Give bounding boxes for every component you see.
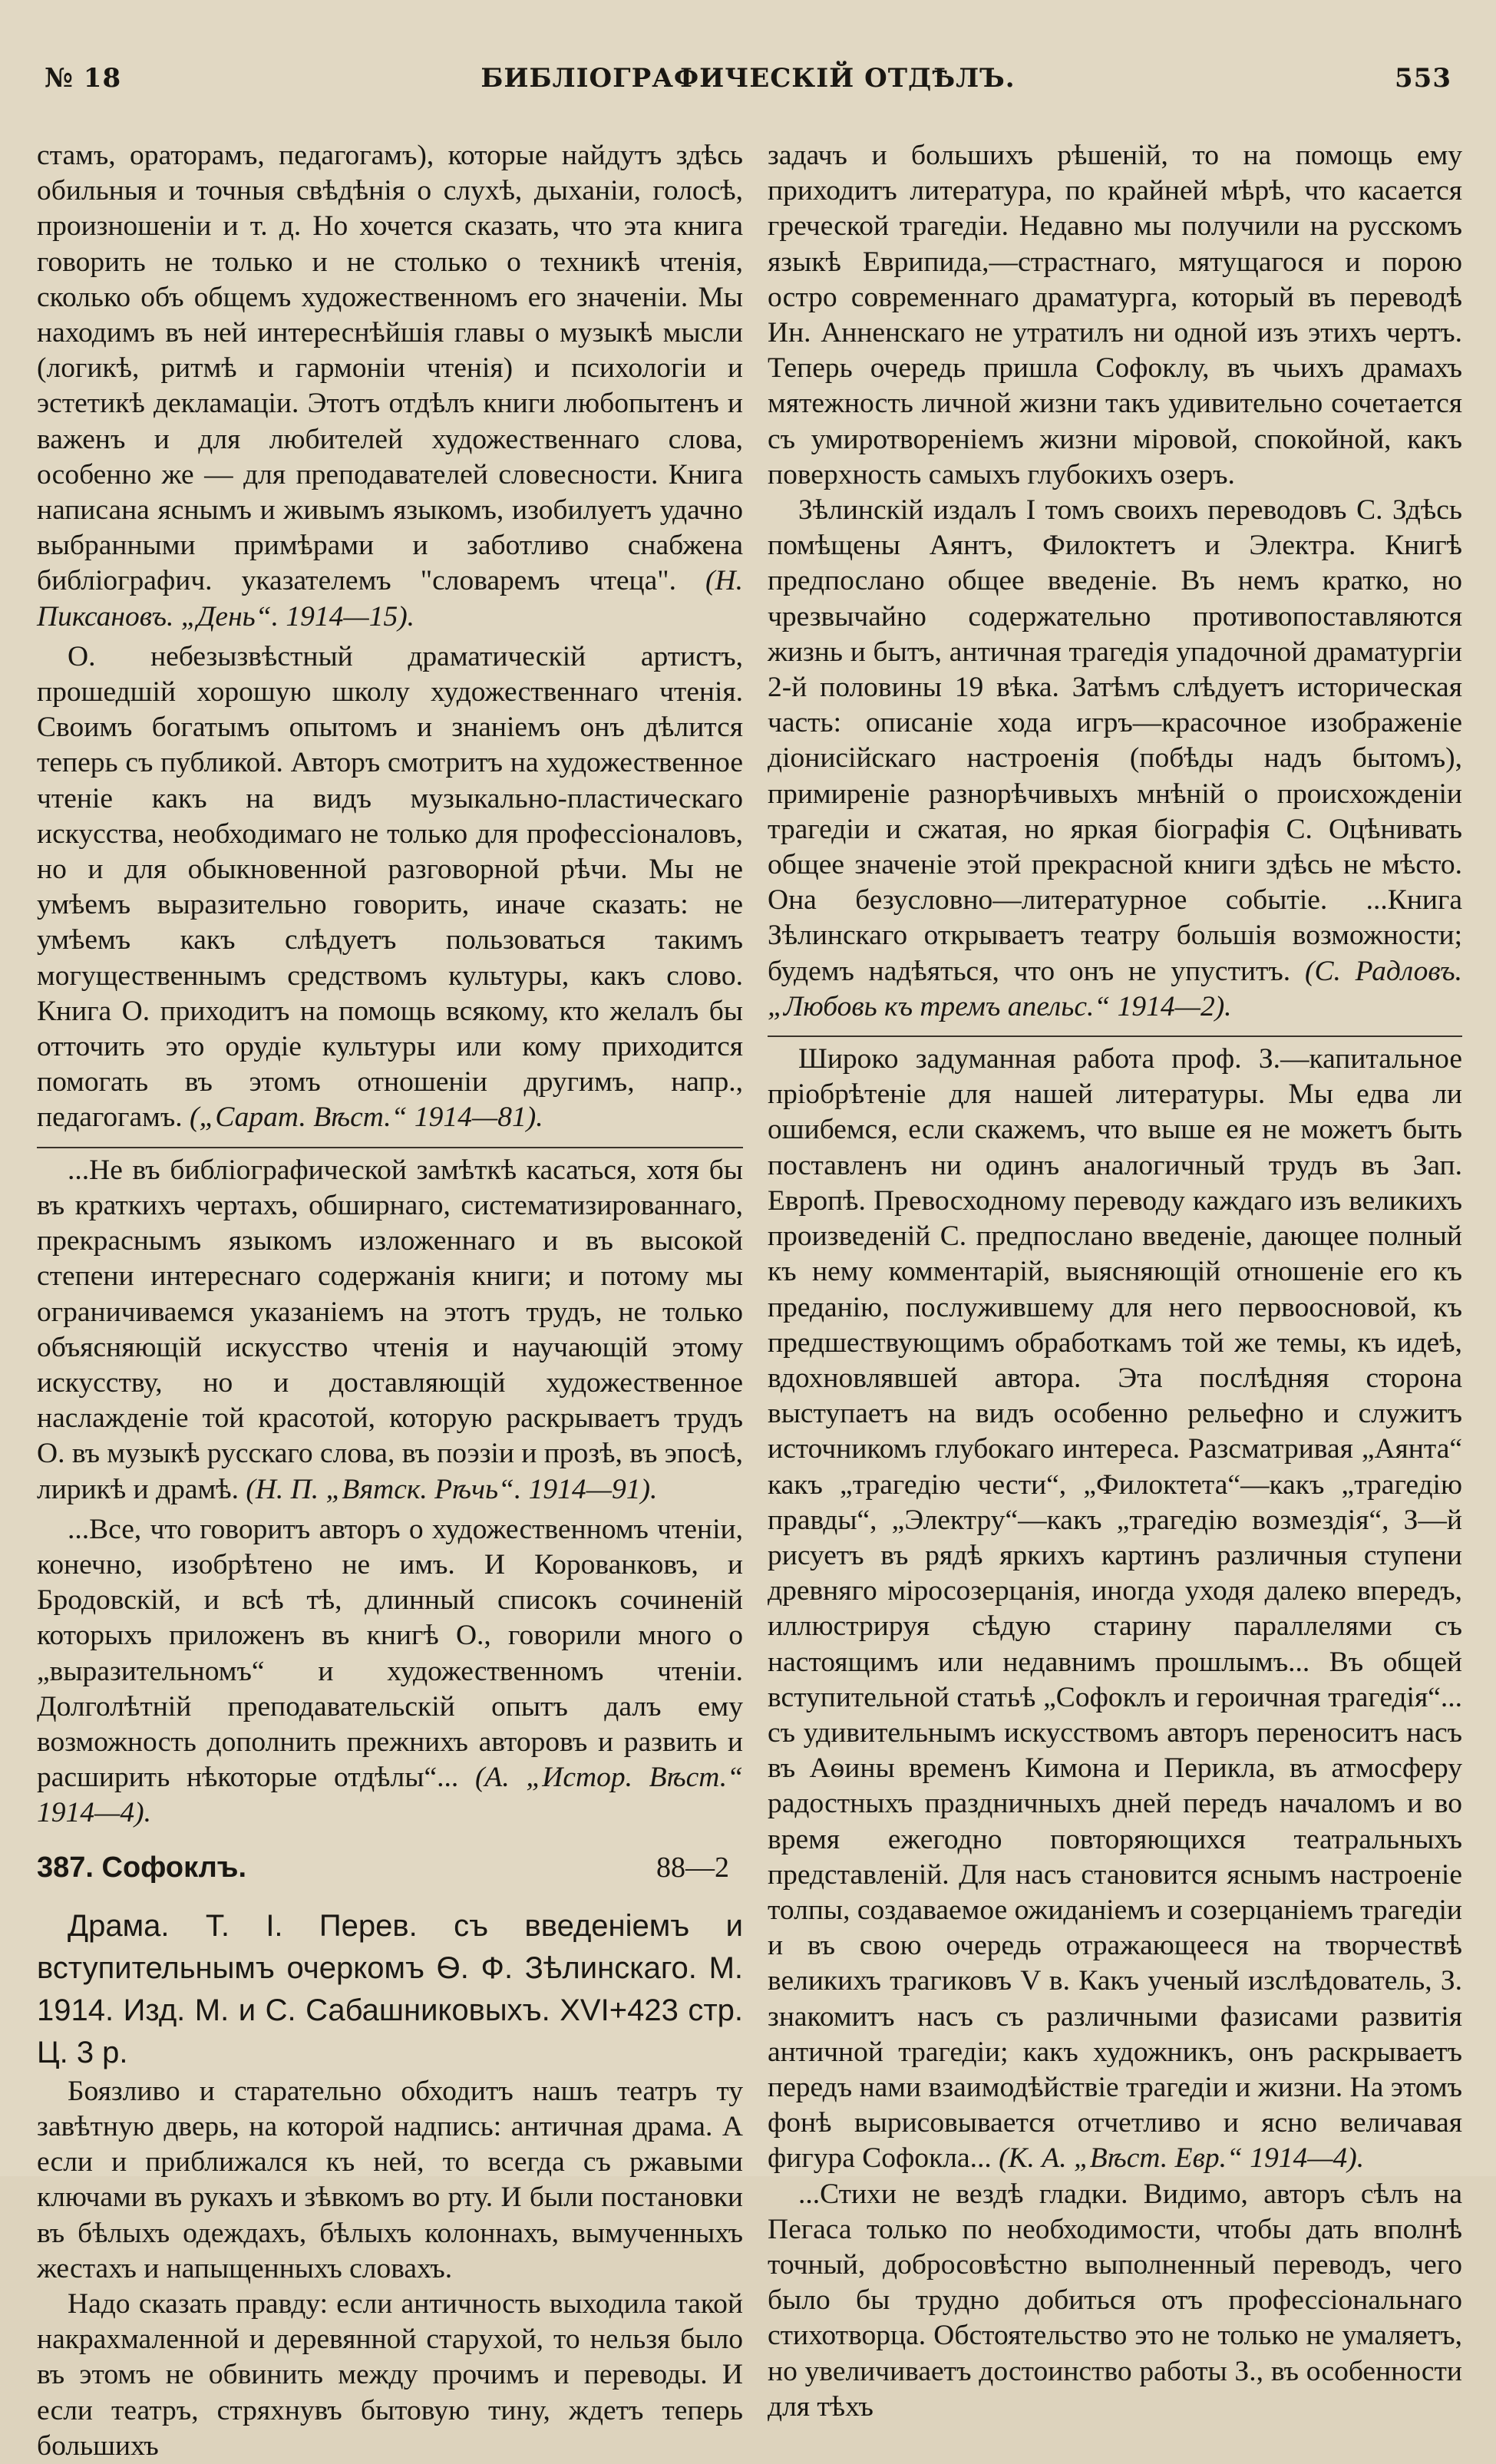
review-source: (Н. Пиксановъ. „День“. 1914—15).	[37, 565, 743, 633]
paragraph: Зѣлинскій издалъ I томъ своихъ переводовъ С. Здѣсь помѣщены Аянтъ, Филоктетъ и Электра. Книгѣ предпослано общее введеніе. Въ немъ кратко, но чрезвычайно содержательно противопоставляются жизнь и бытъ, античная трагедія упадочной драматургіи 2-й половины 19 вѣка. Затѣмъ слѣдуетъ историческая часть: описаніе хода игръ—красочное изображеніе діонисійскаго настроенія (побѣды надъ бытомъ), примиреніе разнорѣчивыхъ мнѣній о происхожденіи трагедіи и сжатая, но яркая біографія С. Оцѣнивать общее значеніе этой прекрасной книги здѣсь не мѣсто. Она безусловно—литературное событіе. ...Книга Зѣлинскаго открываетъ театру большія возможности; будемъ надѣяться, что онъ не упуститъ. (С. Радловъ. „Любовь къ тремъ апельс.“ 1914—2).	[768, 494, 1463, 1022]
paragraph: стамъ, ораторамъ, педагогамъ), которые найдутъ здѣсь обильныя и точныя свѣдѣнія о слухѣ, дыханіи, голосѣ, произношеніи и т. д. Но хочется сказать, что эта книга говорить не только и не столько о техникѣ чтенія, сколько объ общемъ художественномъ его значеніи. Мы находимъ въ ней интереснѣйшія главы о музыкѣ мысли (логикѣ, ритмѣ и гармоніи чтенія) и психологіи и эстетикѣ декламаціи. Этотъ отдѣлъ книги любопытенъ и важенъ и для любителей художественнаго слова, особенно же — для преподавателей словесности. Книга написана яснымъ и живымъ языкомъ, изобилуетъ удачно выбранными примѣрами и заботливо снабжена библіографич. указателемъ "словаремъ чтеца". (Н. Пиксановъ. „День“. 1914—15).	[37, 140, 743, 633]
page-number: 553	[1395, 63, 1451, 94]
review-source: (Н. П. „Вятск. Рѣчь“. 1914—91).	[246, 1473, 658, 1505]
paragraph: ...Стихи не вездѣ гладки. Видимо, авторъ сѣлъ на Пегаса только по необходимости, чтобы дать вполнѣ точный, добросовѣстно выполненный переводъ, чего было бы трудно добиться отъ профессіональнаго стихотворца. Обстоятельство это не только не умаляетъ, но увеличиваетъ достоинство работы З., въ особенности для тѣхъ	[768, 2178, 1462, 2423]
review-source: (С. Радловъ. „Любовь къ тремъ апельс.“ 1914—2).	[768, 955, 1463, 1022]
paragraph: задачъ и большихъ рѣшеній, то на помощь ему приходитъ литература, по крайней мѣрѣ, что касается греческой трагедіи. Недавно мы получили на русскомъ языкѣ Еврипида,—страстнаго, мятущагося и порою остро современнаго драматурга, который въ переводѣ Ин. Анненскаго не утратилъ ни одной изъ этихъ чертъ. Теперь очередь пришла Софоклу, въ чьихъ драмахъ мятежность личной жизни такъ удивительно сочетается съ умиротвореніемъ жизни міровой, спокойной, какъ поверхность самыхъ глубокихъ озеръ.	[768, 140, 1462, 490]
entry-heading	[37, 1850, 743, 1885]
page-header	[40, 63, 1456, 109]
review-source: (К. А. „Вѣст. Евр.“ 1914—4).	[999, 2142, 1365, 2175]
paragraph: Надо сказать правду: если античность выходила такой накрахмаленной и деревянной старухой, то нельзя было въ этомъ не обвинить между прочимъ и переводы. И если театръ, стряхнувъ бытовую тину, ждетъ теперь большихъ	[37, 2287, 743, 2462]
book-description: Драма. Т. I. Перев. съ введеніемъ и вступительнымъ очеркомъ Ѳ. Ф. Зѣлинскаго. М. 1914. Изд. М. и С. Сабашниковыхъ. XVI+423 стр. Ц. 3 р.	[37, 1908, 743, 2069]
entry-title: 387. Софоклъ.	[37, 1851, 247, 1884]
paragraph: Широко задуманная работа проф. З.—капитальное пріобрѣтеніе для нашей литературы. Мы едва ли ошибемся, если скажемъ, что выше ея не можетъ быть поставленъ ни одинъ аналогичный трудъ въ Зап. Европѣ. Превосходному переводу каждаго изъ великихъ произведеній С. предпослано введеніе, дающее полный къ нему комментарій, выясняющій отношеніе его къ преданію, послужившему для него первоосновой, къ предшествующимъ обработкамъ той же темы, къ идеѣ, вдохновлявшей автора. Эта послѣдняя сторона выступаетъ на видъ особенно рельефно и служитъ источникомъ глубокаго интереса. Разсматривая „Аянта“ какъ „трагедію чести“, „Филоктета“—какъ „трагедію правды“, „Электру“—какъ „трагедію возмездія“, З—й рисуетъ въ рядѣ яркихъ картинъ различныя ступени древняго міросозерцанія, иногда уходя далеко впередъ, иллюстрируя сѣдую старину параллелями съ настоящимъ или недавнимъ прошлымъ... Въ общей вступительной статьѣ „Софоклъ и героичная трагедія“... съ удивительнымъ искусствомъ авторъ переноситъ насъ въ Аѳины временъ Кимона и Перикла, въ атмосферу радостныхъ праздничныхъ дней передъ началомъ и во время ежегодно повторяющихся театральныхъ представленій. Для насъ становится яснымъ настроеніе толпы, создаваемое ожиданіемъ и созерцаніемъ трагедіи и въ свою очередь отражающееся на творчествѣ великихъ трагиковъ V в. Какъ ученый изслѣдователь, З. знакомитъ насъ съ различными фазисами развитія античной трагедіи; какъ художникъ, онъ раскрываетъ передъ нами взаимодѣйствіе трагедіи и жизни. На этомъ фонѣ вырисовывается отчетливо и ясно величавая фигура Софокла... (К. А. „Вѣст. Евр.“ 1914—4).	[768, 1035, 1462, 2177]
right-column	[768, 138, 1462, 2425]
left-column	[37, 138, 743, 2464]
paragraph: ...Все, что говоритъ авторъ о художественномъ чтеніи, конечно, изобрѣтено не имъ. И Корованковъ, и Бродовскій, и всѣ тѣ, длинный списокъ сочиненій которыхъ приложенъ въ книгѣ О., говорили много о „выразительномъ“ и художественномъ чтеніи. Долголѣтній преподавательскій опытъ далъ ему возможность дополнить прежнихъ авторовъ и развить и расширить нѣкоторые отдѣлы“... (А. „Истор. Вѣст.“ 1914—4).	[37, 1513, 744, 1829]
section-title: БИБЛІОГРАФИЧЕСКІЙ ОТДѢЛЪ.	[481, 63, 1015, 94]
review-source: („Сарат. Вѣст.“ 1914—81).	[190, 1102, 543, 1134]
paragraph: ...Не въ библіографической замѣткѣ касаться, хотя бы въ краткихъ чертахъ, обширнаго, систематизированнаго, прекраснымъ языкомъ изложеннаго и въ высокой степени интереснаго содержанія книги; и потому мы ограничиваемся указаніемъ на этотъ трудъ, не только объясняющій искусство чтенія и научающій этому искусству, но и доставляющій художественное наслажденіе той красотой, которую раскрываетъ трудъ О. въ музыкѣ русскаго слова, въ поэзіи и прозѣ, въ эпосѣ, лирикѣ и драмѣ. (Н. П. „Вятск. Рѣчь“. 1914—91).	[37, 1147, 743, 1508]
issue-number: № 18	[45, 63, 122, 94]
paragraph: О. небезызвѣстный драматическій артистъ, прошедшій хорошую школу художественнаго чтенія. Своимъ богатымъ опытомъ и знаніемъ онъ дѣлится теперь съ публикой. Авторъ смотритъ на художественное чтеніе какъ на видъ музыкально-пластическаго искусства, необходимаго не только для профессіоналовъ, но и для обыкновенной разговорной рѣчи. Мы не умѣемъ выразительно говорить, иначе сказать: не умѣемъ какъ слѣдуетъ пользоваться такимъ могущественнымъ средствомъ культуры, какъ слово. Книга О. приходитъ на помощь всякому, кто желалъ бы отточить это орудіе культуры или кому приходится помогать въ этомъ отношеніи другимъ, напр., педагогамъ. („Сарат. Вѣст.“ 1914—81).	[37, 640, 743, 1134]
paragraph: Боязливо и старательно обходитъ нашъ театръ ту завѣтную дверь, на которой надпись: античная драма. А если и приближался къ ней, то всегда съ ржавыми ключами въ рукахъ и зѣвкомъ во рту. И были постановки въ бѣлыхъ одеждахъ, бѣлыхъ колоннахъ, вымученныхъ жестахъ и напыщенныхъ словахъ.	[37, 2075, 743, 2284]
review-source: (А. „Истор. Вѣст.“ 1914—4).	[37, 1762, 744, 1829]
entry-code: 88—2	[656, 1851, 729, 1884]
